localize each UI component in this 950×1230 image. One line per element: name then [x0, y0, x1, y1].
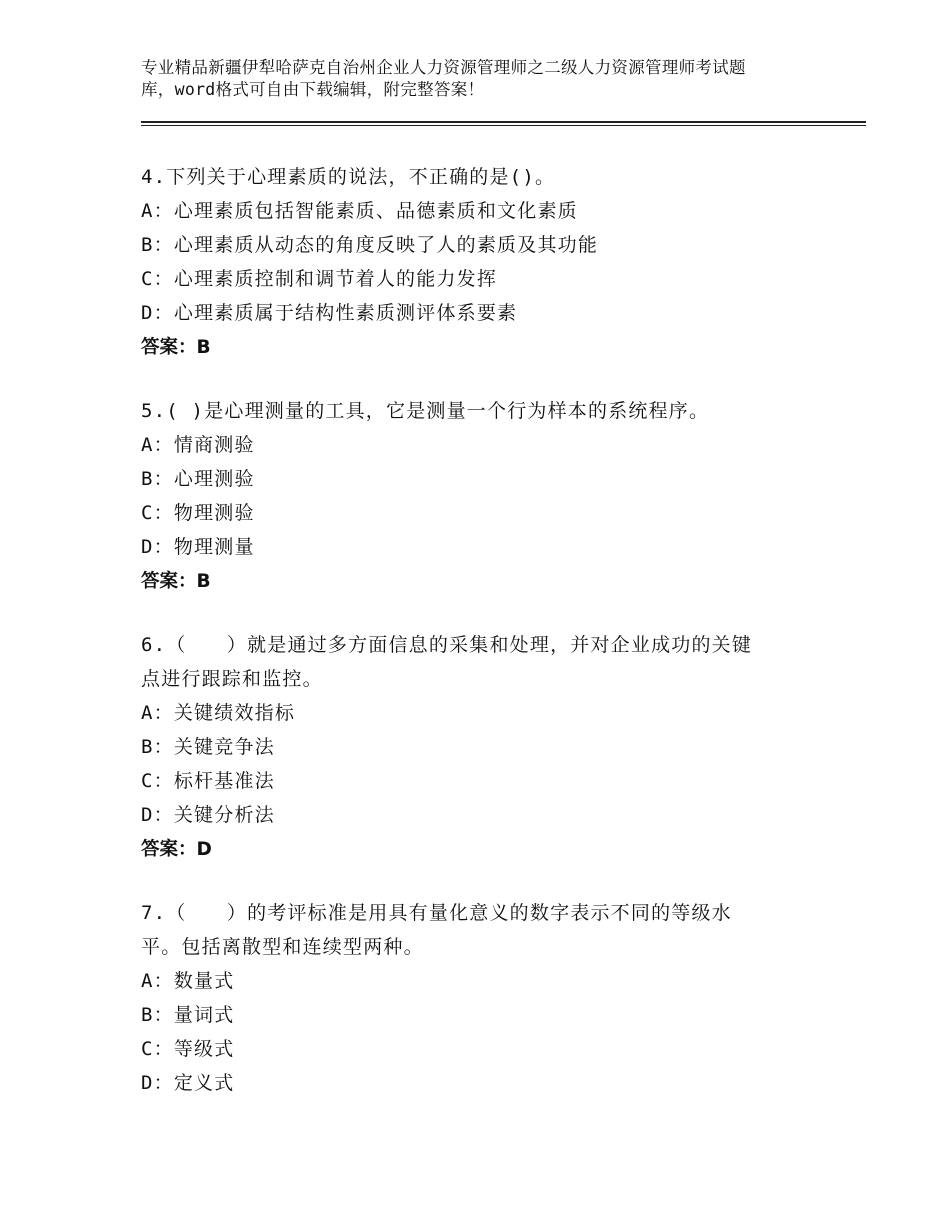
question-stem: 4.下列关于心理素质的说法，不正确的是()。 [141, 166, 556, 188]
question-5 [141, 394, 821, 600]
question-4 [141, 160, 821, 366]
option-c: C：等级式 [141, 1038, 235, 1060]
answer: 答案：B [141, 571, 211, 592]
option-a: A：数量式 [141, 970, 235, 992]
question-stem-line-1: 6.（ ）就是通过多方面信息的采集和处理，并对企业成功的关键 [141, 634, 753, 656]
option-a: A：关键绩效指标 [141, 702, 296, 724]
option-c: C：物理测验 [141, 502, 255, 524]
question-stem-line-1: 7.（ ）的考评标准是用具有量化意义的数字表示不同的等级水 [141, 902, 732, 924]
question-stem-line-2: 点进行跟踪和监控。 [141, 668, 323, 690]
option-d: D：物理测量 [141, 536, 255, 558]
question-stem-line-2: 平。包括离散型和连续型两种。 [141, 936, 424, 958]
option-c: C：标杆基准法 [141, 770, 275, 792]
question-7 [141, 896, 821, 1100]
document-header [141, 57, 841, 101]
answer: 答案：D [141, 839, 212, 860]
option-a: A：心理素质包括智能素质、品德素质和文化素质 [141, 200, 578, 222]
option-d: D：心理素质属于结构性素质测评体系要素 [141, 302, 518, 324]
option-d: D：关键分析法 [141, 804, 275, 826]
option-b: B：心理测验 [141, 468, 255, 490]
option-a: A：情商测验 [141, 434, 255, 456]
question-stem: 5.( )是心理测量的工具，它是测量一个行为样本的系统程序。 [141, 400, 710, 422]
header-divider-thin [141, 125, 866, 126]
option-c: C：心理素质控制和调节着人的能力发挥 [141, 268, 498, 290]
option-d: D：定义式 [141, 1072, 235, 1094]
option-b: B：量词式 [141, 1004, 235, 1026]
question-6 [141, 628, 821, 868]
header-divider [141, 121, 866, 123]
header-line-1: 专业精品新疆伊犁哈萨克自治州企业人力资源管理师之二级人力资源管理师考试题 [141, 58, 746, 77]
option-b: B：关键竞争法 [141, 736, 275, 758]
question-list [141, 160, 821, 1128]
header-line-2: 库，word格式可自由下载编辑，附完整答案！ [141, 80, 485, 99]
option-b: B：心理素质从动态的角度反映了人的素质及其功能 [141, 234, 599, 256]
answer: 答案：B [141, 337, 211, 358]
